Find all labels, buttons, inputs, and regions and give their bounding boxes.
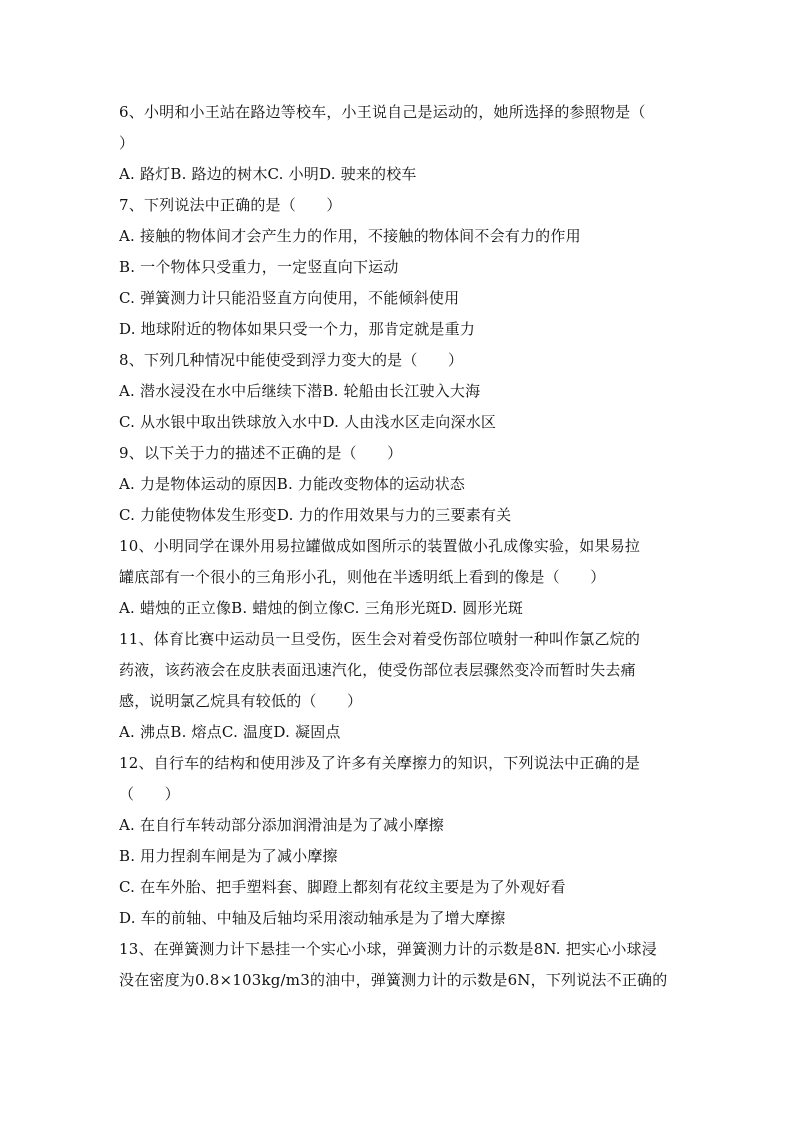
question-12-option-d: D. 车的前轴、中轴及后轴均采用滚动轴承是为了增大摩擦 [119, 909, 506, 927]
question-8-options-ab: A. 潜水浸没在水中后继续下潜B. 轮船由长江驶入大海 [119, 382, 481, 400]
question-13-stem-cont: 没在密度为0.8×103kg/m3的油中，弹簧测力计的示数是6N，下列说法不正确的 [119, 971, 668, 989]
question-6-options: A. 路灯B. 路边的树木C. 小明D. 驶来的校车 [119, 165, 417, 183]
question-10-stem: 10、小明同学在课外用易拉罐做成如图所示的装置做小孔成像实验，如果易拉 [119, 537, 641, 555]
question-12-option-a: A. 在自行车转动部分添加润滑油是为了减小摩擦 [119, 816, 444, 834]
question-9-options-ab: A. 力是物体运动的原因B. 力能改变物体的运动状态 [119, 475, 466, 493]
question-11-options: A. 沸点B. 熔点C. 温度D. 凝固点 [119, 723, 341, 741]
question-7-stem: 7、下列说法中正确的是（ ） [119, 196, 342, 214]
question-12-stem-cont: （ ） [119, 785, 180, 803]
question-6-stem-cont: ） [119, 134, 135, 152]
question-7-option-d: D. 地球附近的物体如果只受一个力，那肯定就是重力 [119, 320, 476, 338]
question-9-stem: 9、以下关于力的描述不正确的是（ ） [119, 444, 403, 462]
question-7-option-c: C. 弹簧测力计只能沿竖直方向使用，不能倾斜使用 [119, 289, 460, 307]
question-11-stem: 11、体育比赛中运动员一旦受伤，医生会对着受伤部位喷射一种叫作氯乙烷的 [119, 630, 641, 648]
question-8-stem: 8、下列几种情况中能使受到浮力变大的是（ ） [119, 351, 464, 369]
question-6-stem: 6、小明和小王站在路边等校车，小王说自己是运动的，她所选择的参照物是（ [119, 103, 646, 121]
question-11-stem-cont: 药液，该药液会在皮肤表面迅速汽化，使受伤部位表层骤然变冷而暂时失去痛 [119, 661, 636, 679]
question-8-options-cd: C. 从水银中取出铁球放入水中D. 人由浅水区走向深水区 [119, 413, 497, 431]
question-11-stem-end: 感，说明氯乙烷具有较低的（ ） [119, 692, 363, 710]
question-9-options-cd: C. 力能使物体发生形变D. 力的作用效果与力的三要素有关 [119, 506, 512, 524]
question-7-option-b: B. 一个物体只受重力，一定竖直向下运动 [119, 258, 399, 276]
question-10-stem-cont: 罐底部有一个很小的三角形小孔，则他在半透明纸上看到的像是（ ） [119, 568, 606, 586]
question-12-option-b: B. 用力捏刹车闸是为了减小摩擦 [119, 847, 338, 865]
question-12-option-c: C. 在车外胎、把手塑料套、脚蹬上都刻有花纹主要是为了外观好看 [119, 878, 566, 896]
question-13-stem: 13、在弹簧测力计下悬挂一个实心小球，弹簧测力计的示数是8N. 把实心小球浸 [119, 940, 657, 958]
question-7-option-a: A. 接触的物体间才会产生力的作用，不接触的物体间不会有力的作用 [119, 227, 581, 245]
question-12-stem: 12、自行车的结构和使用涉及了许多有关摩擦力的知识，下列说法中正确的是 [119, 754, 641, 772]
question-10-options: A. 蜡烛的正立像B. 蜡烛的倒立像C. 三角形光斑D. 圆形光斑 [119, 599, 524, 617]
